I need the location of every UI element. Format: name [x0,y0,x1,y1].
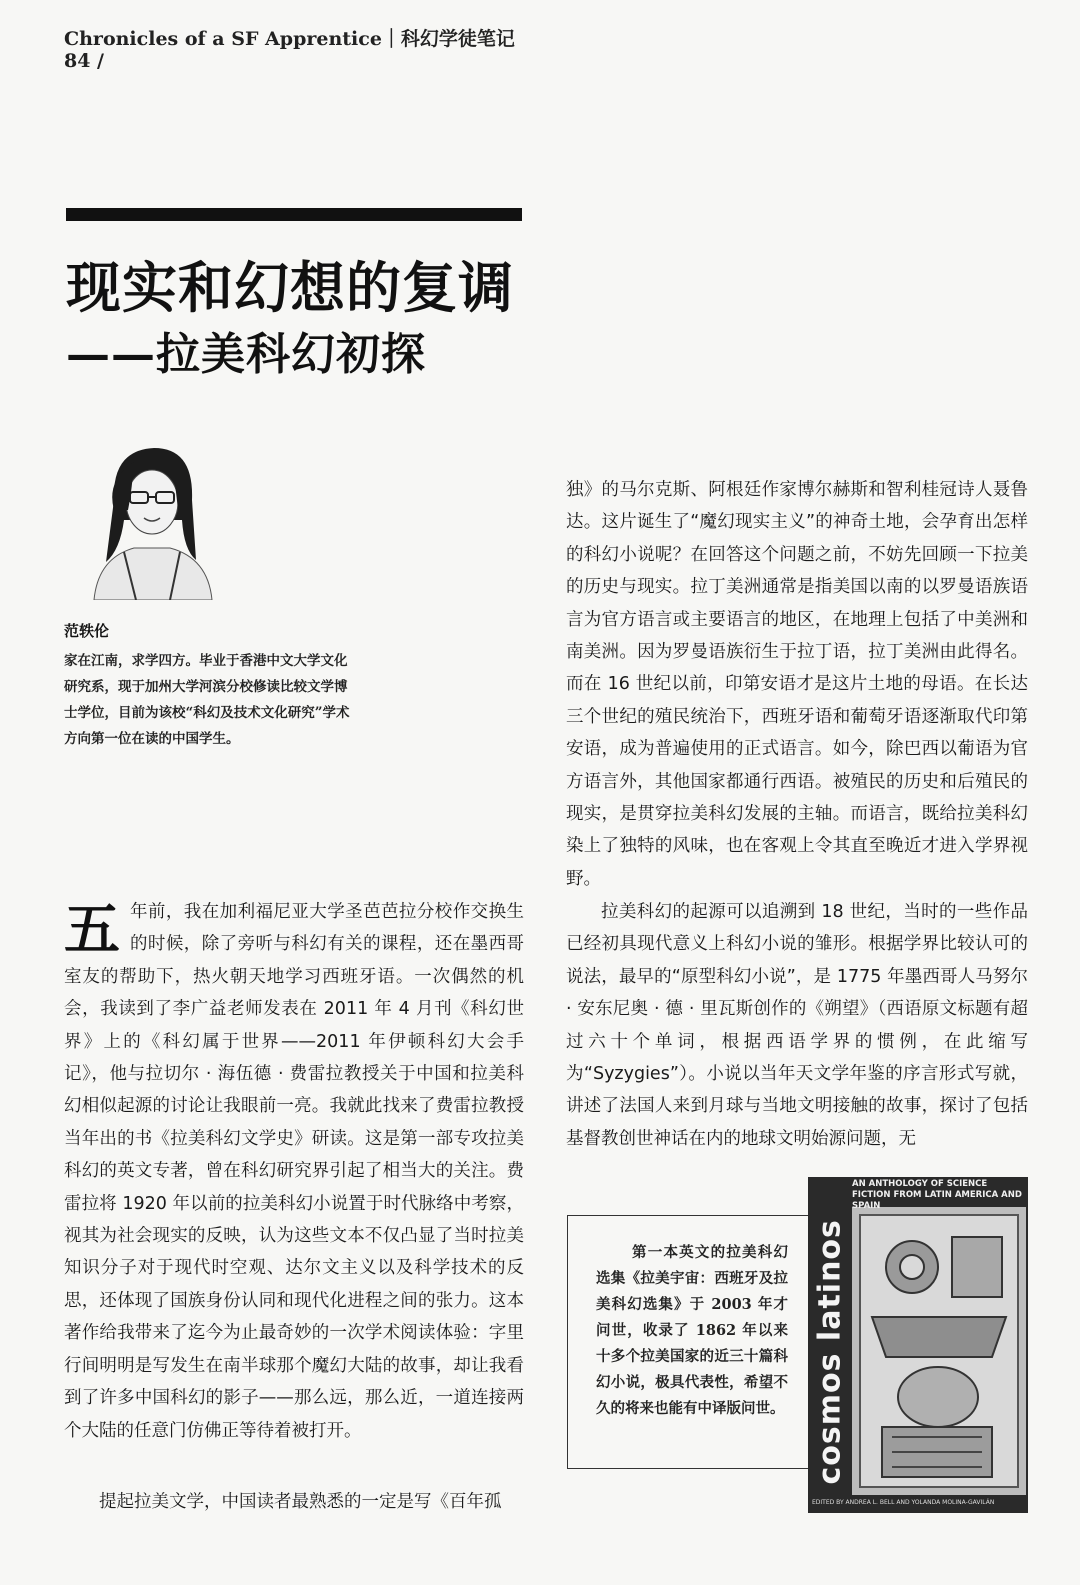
title-rule [66,208,522,221]
author-portrait [84,440,214,600]
article-title: 现实和幻想的复调 [66,255,515,320]
body-paragraph-2: 提起拉美文学，中国读者最熟悉的一定是写《百年孤 [99,1492,502,1512]
article-subtitle: ——拉美科幻初探 [66,329,426,380]
page-number: 84 / [64,50,104,72]
book-cover-tagline: AN ANTHOLOGY OF SCIENCE FICTION FROM LATIN AMERICA AND SPAIN [852,1179,1022,1211]
body-paragraph-1-text: 年前，我在加利福尼亚大学圣芭芭拉分校作交换生的时候，除了旁听与科幻有关的课程，还在墨西哥室友的帮助下，热火朝天地学习西班牙语。一次偶然的机会，我读到了李广益老师发表在 2011 年 4 月刊《科幻世界》上的《科幻属于世界——2011 年伊顿科幻大会手记》，他与拉切尔 · 海伍德 · 费雷拉教授关于中国和拉美科幻相似起源的讨论让我眼前一亮。我就此找来了费雷拉教授当年出的书《拉美科幻文学史》研读。这是第一部专攻拉美科幻的英文专著，曾在科幻研究界引起了相当大的关注。费雷拉将 1920 年以前的拉美科幻小说置于时代脉络中考察，视其为社会现实的反映，认为这些文本不仅凸显了当时拉美知识分子对于现代时空观、达尔文主义以及科学技术的反思，还体现了国族身份认同和现代化进程之间的张力。这本著作给我带来了迄今为止最奇妙的一次学术阅读体验：字里行间明明是写发生在南半球那个魔幻大陆的故事，却让我看到了许多中国科幻的影子——那么远，那么近，一道连接两个大陆的任意门仿佛正等待着被打开。 [64,902,524,1441]
body-paragraph-1 [64,896,524,1447]
body-paragraph-3: 拉美科幻的起源可以追溯到 18 世纪，当时的一些作品已经初具现代意义上科幻小说的雏形。根据学界比较认可的说法，最早的“原型科幻小说”，是 1775 年墨西哥人马努尔 · 安东尼奥 · 德 · 里瓦斯创作的《朔望》（西语原文标题有超过六十个单词，根据西语学界的惯例，在此缩写为“Syzygies”）。小说以当年天文学年鉴的序言形式写就，讲述了法国人来到月球与当地文明接触的故事，探讨了包括基督教创世神话在内的地球文明始源问题，无 [566,902,1028,1149]
book-cover-artwork [852,1207,1026,1495]
caption-text: 第一本英文的拉美科幻选集《拉美宇宙：西班牙及拉美科幻选集》于 2003 年才问世，收录了 1862 年以来十多个拉美国家的近三十篇科幻小说，极具代表性，希望不久的将来也能有中译版问世。 [596,1244,788,1417]
book-cover [808,1177,1028,1513]
drop-cap: 五 [64,897,120,963]
book-cover-editors: EDITED BY ANDREA L. BELL AND YOLANDA MOLINA-GAVILÁN [812,1499,995,1506]
author-name: 范轶伦 [64,622,110,640]
body-paragraph-2-continued: 独》的马尔克斯、阿根廷作家博尔赫斯和智利桂冠诗人聂鲁达。这片诞生了“魔幻现实主义”的神奇土地，会孕育出怎样的科幻小说呢？在回答这个问题之前，不妨先回顾一下拉美的历史与现实。拉丁美洲通常是指美国以南的以罗曼语族语言为官方语言或主要语言的地区，在地理上包括了中美洲和南美洲。因为罗曼语族衍生于拉丁语，拉丁美洲由此得名。而在 16 世纪以前，印第安语才是这片土地的母语。在长达三个世纪的殖民统治下，西班牙语和葡萄牙语逐渐取代印第安语，成为普遍使用的正式语言。如今，除巴西以葡语为官方语言外，其他国家都通行西语。被殖民的历史和后殖民的现实，是贯穿拉美科幻发展的主轴。而语言，既给拉美科幻染上了独特的风味，也在客观上令其直至晚近才进入学界视野。 [566,480,1028,889]
author-bio: 家在江南，求学四方。毕业于香港中文大学文化研究系，现于加州大学河滨分校修读比较文学博士学位，目前为该校“科幻及技术文化研究”学术方向第一位在读的中国学生。 [64,653,350,747]
book-cover-title: cosmos latinos [812,1219,848,1485]
series-header: Chronicles of a SF Apprentice｜科幻学徒笔记 [64,28,515,50]
